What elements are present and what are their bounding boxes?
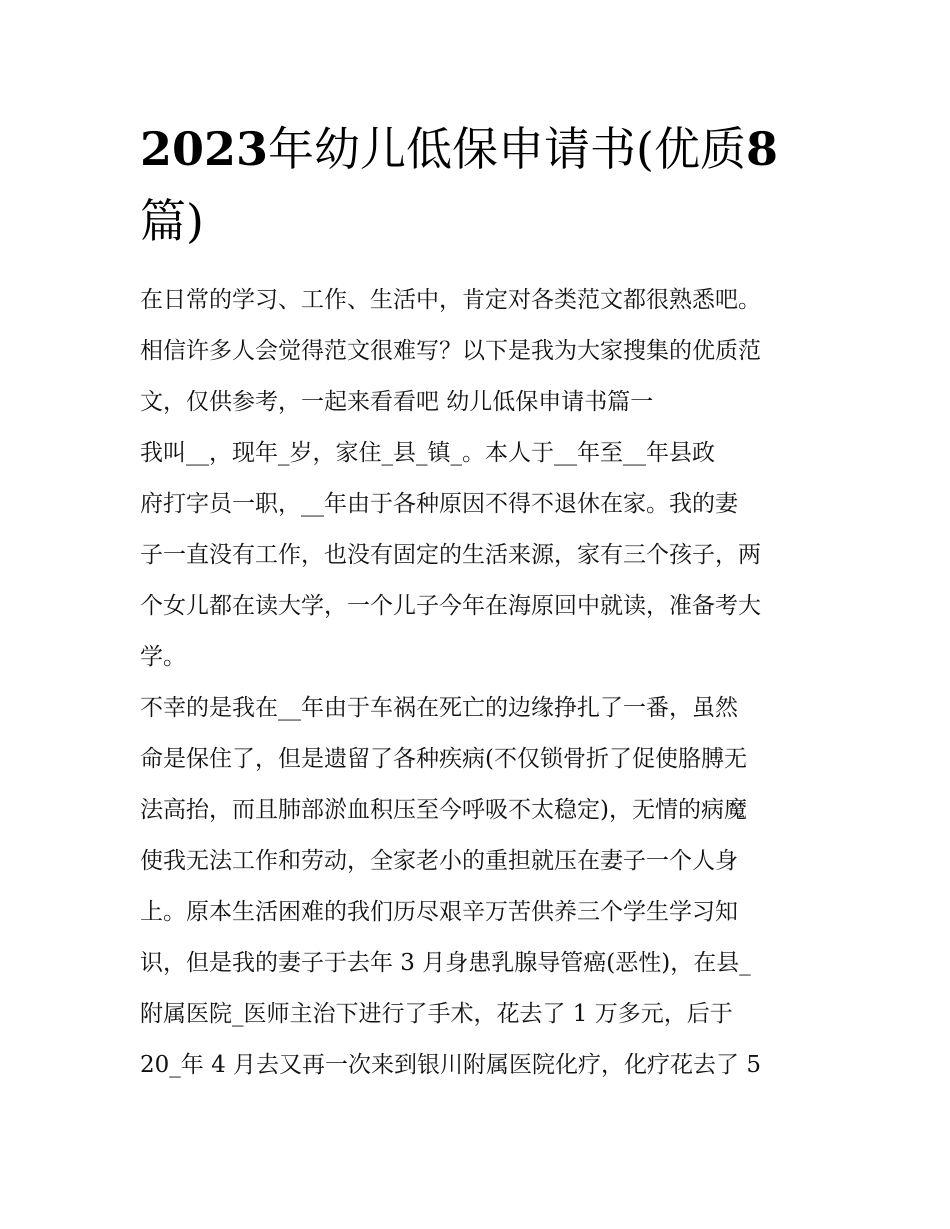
document-body: [140, 275, 820, 1091]
paragraph1-line: 学。: [140, 644, 186, 670]
paragraph2-line: 命是保住了，但是遗留了各种疾病(不仅锁骨折了促使胳膊无: [140, 746, 747, 772]
intro-line: 文，仅供参考，一起来看看吧 幼儿低保申请书篇一: [140, 389, 654, 415]
paragraph2-line: 识，但是我的妻子于去年 3 月身患乳腺导管癌(恶性)，在县_: [140, 950, 751, 976]
paragraph1-line: 府打字员一职，__年由于各种原因不得不退休在家。我的妻: [140, 491, 738, 517]
document-title: [140, 113, 820, 257]
paragraph2-line: 20_年 4 月去又再一次来到银川附属医院化疗，化疗花去了 5: [140, 1052, 761, 1078]
title-year: 2023: [140, 122, 269, 176]
title-count: 8: [745, 122, 778, 176]
title-suffix: 篇): [140, 194, 204, 248]
paragraph1-line: 我叫__，现年_岁，家住_县_镇_。本人于__年至__年县政: [140, 440, 715, 466]
intro-line: 在日常的学习、工作、生活中，肯定对各类范文都很熟悉吧。: [140, 287, 761, 313]
title-text: 年幼儿低保申请书(优质: [268, 122, 746, 176]
paragraph2-line: 附属医院_医师主治下进行了手术，花去了 1 万多元，后于: [140, 1001, 733, 1027]
paragraph1-line: 子一直没有工作，也没有固定的生活来源，家有三个孩子，两: [140, 542, 761, 568]
intro-line: 相信许多人会觉得范文很难写？以下是我为大家搜集的优质范: [140, 338, 761, 364]
paragraph1-line: 个女儿都在读大学，一个儿子今年在海原回中就读，准备考大: [140, 593, 761, 619]
paragraph2-line: 使我无法工作和劳动，全家老小的重担就压在妻子一个人身: [140, 848, 738, 874]
paragraph2-line: 上。原本生活困难的我们历尽艰辛万苦供养三个学生学习知: [140, 899, 738, 925]
paragraph2-line: 法高抬，而且肺部淤血积压至今呼吸不太稳定)，无情的病魔: [140, 797, 747, 823]
paragraph2-line: 不幸的是我在__年由于车祸在死亡的边缘挣扎了一番，虽然: [140, 695, 738, 721]
